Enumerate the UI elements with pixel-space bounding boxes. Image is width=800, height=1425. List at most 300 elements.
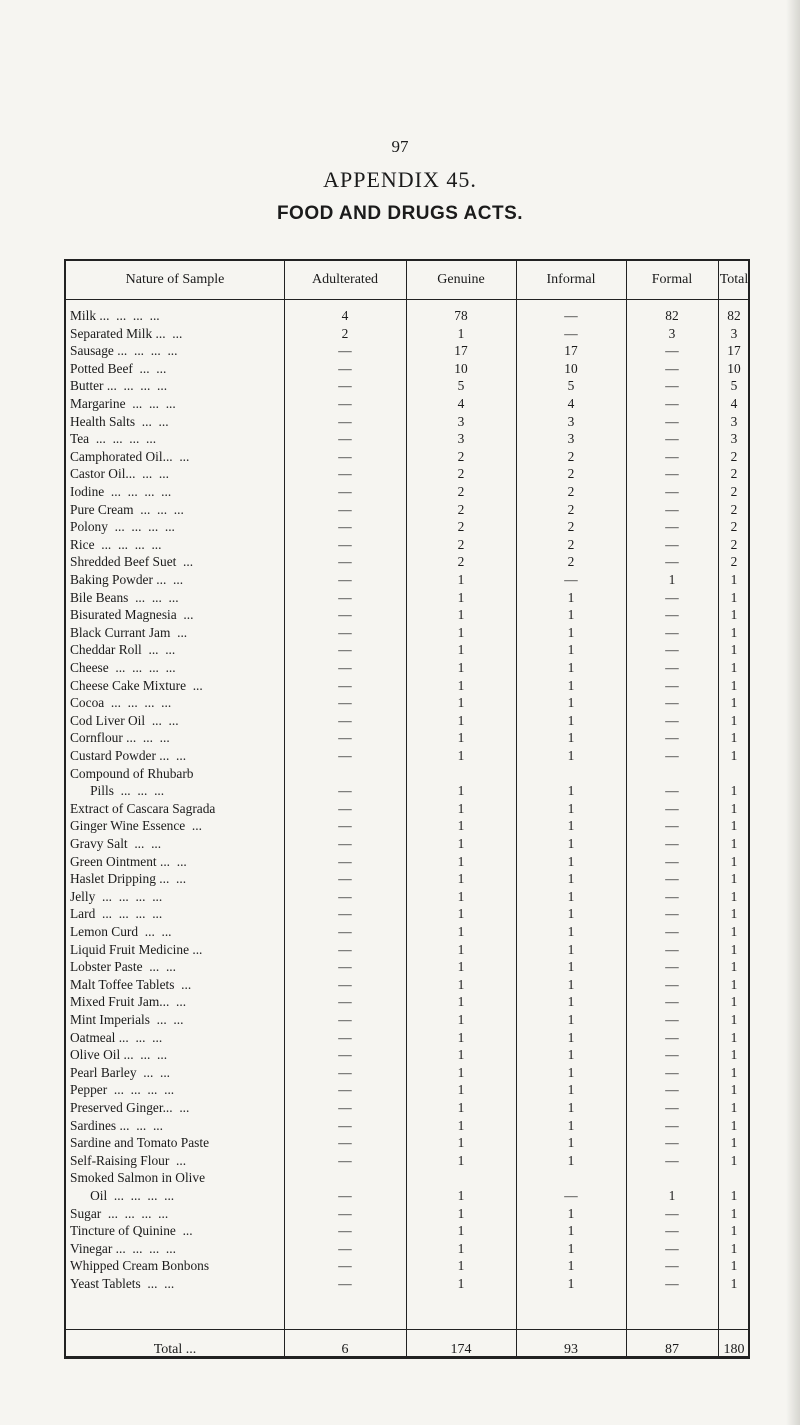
sample-name: Mixed Fruit Jam... ... [70,994,187,1010]
cell-formal: — [665,448,679,464]
table-row [66,641,752,659]
total-formal: 87 [665,1342,679,1357]
cell-formal: 1 [668,572,676,587]
cell-adulterated: — [338,536,352,552]
cell-formal: 1 [668,1188,676,1203]
cell-informal: 1 [567,818,575,834]
cell-genuine: 1 [457,871,465,887]
cell-formal: — [665,800,679,816]
cell-genuine: 78 [454,308,468,323]
cell-adulterated: — [338,572,352,587]
cell-adulterated: — [338,959,352,975]
page-heading: FOOD AND DRUGS ACTS. [276,203,524,224]
cell-adulterated: — [338,976,352,992]
cell-adulterated: — [338,378,352,394]
total-informal: 93 [564,1342,578,1357]
sample-name: Polony ... ... ... ... [70,519,175,535]
cell-total: 1 [730,1223,738,1239]
total-total: 180 [723,1342,745,1357]
cell-total: 1 [730,888,738,904]
cell-formal: — [665,343,679,359]
cell-genuine: 1 [457,906,465,922]
table-row [66,870,752,888]
cell-informal: 1 [567,589,575,605]
cell-informal: 1 [567,888,575,904]
cell-formal: — [665,1205,679,1221]
cell-total: 1 [730,1082,738,1098]
cell-total: 1 [730,589,738,605]
cell-total: 1 [730,660,738,675]
header-formal: Formal [651,272,693,287]
cell-informal: 1 [567,783,575,799]
sample-name: Pearl Barley ... ... [70,1064,171,1080]
table-row [66,1046,752,1064]
cell-formal: — [665,642,679,658]
cell-adulterated: — [338,836,352,851]
cell-formal: — [665,888,679,904]
page-number: 97 [391,137,409,156]
cell-informal: 1 [567,1240,575,1256]
sample-name: Pure Cream ... ... ... [70,501,184,517]
cell-genuine: 1 [457,924,465,939]
cell-total: 1 [730,695,738,711]
sample-name: Rice ... ... ... ... [70,536,162,552]
sample-name: Mint Imperials ... ... [70,1012,184,1027]
cell-informal: 1 [567,1205,575,1221]
sample-name: Oil ... ... ... ... [70,1188,175,1203]
cell-total: 1 [730,924,738,939]
cell-genuine: 1 [457,783,465,799]
sample-name: Iodine ... ... ... ... [70,484,172,499]
cell-total: 17 [727,343,741,359]
cell-formal: — [665,1082,679,1098]
table-row [66,1099,752,1117]
cell-informal: 1 [567,906,575,922]
cell-total: 1 [730,976,738,992]
cell-total: 1 [730,730,738,746]
table-row [66,307,752,325]
cell-formal: — [665,378,679,394]
food-drugs-table [64,259,750,1359]
cell-informal: 1 [567,1223,575,1239]
table-row [66,1064,752,1082]
cell-formal: — [665,589,679,605]
cell-total: 2 [730,536,738,552]
cell-informal: — [564,1188,578,1203]
cell-formal: — [665,413,679,429]
cell-informal: 1 [567,624,575,640]
cell-informal: — [564,572,578,587]
table-row [66,448,752,466]
cell-informal: 1 [567,994,575,1010]
table-row [66,1029,752,1047]
cell-total: 3 [730,325,738,341]
cell-genuine: 1 [457,853,465,869]
sample-name: Shredded Beef Suet ... [70,554,194,570]
cell-informal: 5 [567,378,575,394]
sample-name: Cornflour ... ... ... [70,730,170,746]
cell-genuine: 1 [457,818,465,834]
cell-adulterated: — [338,413,352,429]
sample-name: Sardines ... ... ... [70,1117,163,1133]
cell-formal: — [665,818,679,834]
table-row [66,1169,752,1187]
cell-adulterated: — [338,1223,352,1239]
cell-total: 1 [730,748,738,763]
table-row [66,677,752,695]
cell-informal: 1 [567,1135,575,1151]
cell-informal: 1 [567,941,575,957]
sample-name: Lobster Paste ... ... [70,959,176,975]
table-row [66,765,752,783]
table-row [66,413,752,431]
sample-name: Ginger Wine Essence ... [70,818,202,834]
sample-name: Cheese Cake Mixture ... [70,677,203,693]
cell-informal: 1 [567,660,575,675]
cell-informal: 1 [567,1258,575,1274]
cell-informal: 1 [567,836,575,851]
table-row [66,1011,752,1029]
cell-formal: — [665,1276,679,1291]
cell-genuine: 1 [457,994,465,1010]
cell-genuine: 1 [457,1029,465,1045]
cell-genuine: 2 [457,519,465,535]
cell-genuine: 1 [457,836,465,851]
cell-adulterated: — [338,1100,352,1115]
cell-genuine: 1 [457,607,465,623]
cell-genuine: 4 [457,396,465,411]
cell-genuine: 2 [457,554,465,570]
cell-adulterated: — [338,1258,352,1274]
cell-genuine: 1 [457,1276,465,1291]
total-label: Total ... [153,1342,197,1357]
cell-adulterated: — [338,677,352,693]
cell-formal: — [665,1029,679,1045]
cell-adulterated: — [338,1047,352,1063]
table-row [66,501,752,519]
cell-genuine: 1 [457,1152,465,1168]
cell-formal: — [665,730,679,746]
cell-adulterated: — [338,748,352,763]
sample-name: Milk ... ... ... ... [70,308,160,323]
cell-genuine: 1 [457,1047,465,1063]
cell-formal: — [665,941,679,957]
cell-total: 2 [730,501,738,517]
table-row [66,483,752,501]
sample-name: Sardine and Tomato Paste [70,1135,210,1151]
cell-informal: 2 [567,501,575,517]
cell-informal: — [564,325,578,341]
cell-adulterated: — [338,624,352,640]
cell-total: 2 [730,484,738,499]
cell-genuine: 1 [457,1012,465,1027]
sample-name: Whipped Cream Bonbons [70,1258,210,1274]
cell-total: 1 [730,871,738,887]
cell-adulterated: — [338,800,352,816]
cell-total: 1 [730,959,738,975]
table-row [66,747,752,765]
table-row [66,1257,752,1275]
table-row [66,342,752,360]
sample-name: Custard Powder ... ... [70,748,187,763]
cell-formal: — [665,1152,679,1168]
cell-total: 1 [730,1100,738,1115]
cell-informal: 1 [567,1064,575,1080]
cell-genuine: 1 [457,1223,465,1239]
table-row [66,958,752,976]
cell-formal: — [665,1100,679,1115]
table-row [66,1205,752,1223]
cell-genuine: 1 [457,976,465,992]
cell-formal: — [665,783,679,799]
cell-informal: — [564,308,578,323]
cell-formal: — [665,660,679,675]
cell-adulterated: — [338,888,352,904]
table-row [66,905,752,923]
cell-adulterated: — [338,818,352,834]
cell-adulterated: — [338,906,352,922]
cell-total: 1 [730,1029,738,1045]
cell-formal: — [665,677,679,693]
cell-total: 1 [730,1012,738,1027]
cell-adulterated: — [338,1064,352,1080]
cell-genuine: 1 [457,941,465,957]
table-row [66,729,752,747]
cell-total: 4 [730,396,738,411]
cell-adulterated: 4 [341,308,349,323]
sample-name: Castor Oil... ... ... [70,466,169,482]
sample-name: Sausage ... ... ... ... [70,343,178,359]
table-row [66,712,752,730]
cell-informal: 1 [567,800,575,816]
cell-genuine: 1 [457,1100,465,1115]
cell-genuine: 1 [457,1188,465,1203]
cell-formal: — [665,431,679,447]
cell-formal: — [665,554,679,570]
cell-adulterated: — [338,607,352,623]
sample-name: Baking Powder ... ... [70,572,184,587]
cell-formal: — [665,466,679,482]
table-row [66,518,752,536]
header-adulterated: Adulterated [311,272,379,287]
sample-name: Lemon Curd ... ... [70,924,172,939]
table-row [66,536,752,554]
cell-total: 1 [730,572,738,587]
cell-adulterated: — [338,730,352,746]
cell-informal: 1 [567,695,575,711]
cell-genuine: 2 [457,466,465,482]
sample-name: Smoked Salmon in Olive [70,1170,206,1186]
cell-genuine: 1 [457,1082,465,1098]
cell-formal: — [665,994,679,1010]
cell-genuine: 1 [457,1205,465,1221]
cell-total: 1 [730,783,738,799]
sample-name: Camphorated Oil... ... [70,448,190,464]
table-row [66,800,752,818]
sample-name: Pepper ... ... ... ... [70,1082,175,1098]
cell-formal: — [665,607,679,623]
cell-total: 1 [730,1276,738,1291]
cell-adulterated: — [338,343,352,359]
table-row [66,817,752,835]
cell-formal: — [665,976,679,992]
cell-formal: — [665,624,679,640]
cell-formal: — [665,695,679,711]
cell-informal: 2 [567,484,575,499]
cell-adulterated: — [338,1276,352,1291]
table-row [66,993,752,1011]
cell-formal: — [665,748,679,763]
cell-adulterated: — [338,448,352,464]
cell-genuine: 1 [457,712,465,728]
cell-adulterated: — [338,1029,352,1045]
cell-formal: — [665,1240,679,1256]
table-row [66,941,752,959]
cell-informal: 1 [567,959,575,975]
cell-genuine: 1 [457,325,465,341]
cell-adulterated: — [338,924,352,939]
total-genuine: 174 [450,1342,472,1357]
cell-genuine: 1 [457,1240,465,1256]
table-row [66,694,752,712]
cell-total: 1 [730,1205,738,1221]
cell-formal: — [665,536,679,552]
cell-adulterated: — [338,589,352,605]
cell-genuine: 1 [457,730,465,746]
table-row [66,624,752,642]
cell-total: 1 [730,607,738,623]
cell-formal: — [665,853,679,869]
cell-total: 1 [730,1117,738,1133]
cell-informal: 2 [567,448,575,464]
sample-name: Tea ... ... ... ... [70,431,157,447]
cell-genuine: 2 [457,484,465,499]
cell-total: 1 [730,1152,738,1168]
cell-adulterated: — [338,660,352,675]
cell-total: 82 [727,308,741,323]
cell-formal: — [665,959,679,975]
cell-adulterated: — [338,1117,352,1133]
sample-name: Black Currant Jam ... [70,624,188,640]
sample-name: Lard ... ... ... ... [70,906,163,922]
cell-informal: 1 [567,730,575,746]
cell-total: 1 [730,800,738,816]
cell-genuine: 2 [457,501,465,517]
cell-informal: 3 [567,431,575,447]
cell-total: 2 [730,448,738,464]
sample-name: Potted Beef ... ... [70,360,167,376]
table-row [66,923,752,941]
sample-name: Yeast Tablets ... ... [70,1276,175,1291]
header-nature-of-sample: Nature of Sample [125,272,225,287]
cell-adulterated: — [338,871,352,887]
cell-formal: — [665,501,679,517]
cell-adulterated: — [338,519,352,535]
cell-total: 1 [730,624,738,640]
cell-adulterated: — [338,853,352,869]
cell-informal: 1 [567,1029,575,1045]
cell-genuine: 1 [457,888,465,904]
cell-genuine: 1 [457,642,465,658]
cell-formal: — [665,1064,679,1080]
cell-informal: 1 [567,607,575,623]
cell-adulterated: — [338,396,352,411]
cell-total: 1 [730,1047,738,1063]
cell-genuine: 1 [457,677,465,693]
cell-total: 2 [730,554,738,570]
page-edge-shadow [786,0,800,1425]
cell-adulterated: — [338,941,352,957]
cell-informal: 1 [567,1082,575,1098]
sample-name: Jelly ... ... ... ... [70,888,163,904]
total-adulterated: 6 [341,1342,349,1357]
cell-informal: 3 [567,413,575,429]
table-row [66,553,752,571]
cell-genuine: 2 [457,448,465,464]
table-row [66,853,752,871]
table-row [66,1187,752,1205]
cell-genuine: 1 [457,589,465,605]
table-row [66,1222,752,1240]
cell-informal: 1 [567,976,575,992]
cell-genuine: 1 [457,572,465,587]
cell-adulterated: — [338,360,352,376]
cell-total: 5 [730,378,738,394]
cell-formal: — [665,1258,679,1274]
cell-adulterated: — [338,1082,352,1098]
cell-total: 1 [730,853,738,869]
cell-informal: 1 [567,1100,575,1115]
cell-adulterated: — [338,1135,352,1151]
table-row [66,976,752,994]
appendix-title: APPENDIX 45. [323,167,477,192]
cell-total: 1 [730,642,738,658]
cell-informal: 17 [564,343,578,359]
cell-informal: 10 [564,360,578,376]
cell-formal: — [665,1117,679,1133]
cell-genuine: 1 [457,748,465,763]
header-rule [66,299,748,300]
cell-formal: — [665,712,679,728]
table-row [66,1152,752,1170]
cell-adulterated: — [338,695,352,711]
cell-formal: — [665,1223,679,1239]
cell-total: 10 [727,360,741,376]
cell-adulterated: — [338,484,352,499]
table-row [66,325,752,343]
cell-total: 1 [730,1064,738,1080]
cell-adulterated: — [338,501,352,517]
cell-informal: 1 [567,1152,575,1168]
cell-formal: — [665,924,679,939]
cell-total: 1 [730,1240,738,1256]
cell-informal: 2 [567,519,575,535]
cell-formal: — [665,1012,679,1027]
cell-formal: 3 [668,325,676,341]
table-row [66,1081,752,1099]
cell-formal: — [665,906,679,922]
sample-name: Liquid Fruit Medicine ... [70,941,203,957]
sample-name: Bisurated Magnesia ... [70,607,194,623]
cell-adulterated: — [338,642,352,658]
cell-informal: 1 [567,1276,575,1291]
cell-formal: — [665,1135,679,1151]
cell-genuine: 1 [457,1135,465,1151]
sample-name: Bile Beans ... ... ... [70,589,179,605]
cell-genuine: 2 [457,536,465,552]
cell-informal: 1 [567,871,575,887]
cell-formal: 82 [665,308,679,323]
